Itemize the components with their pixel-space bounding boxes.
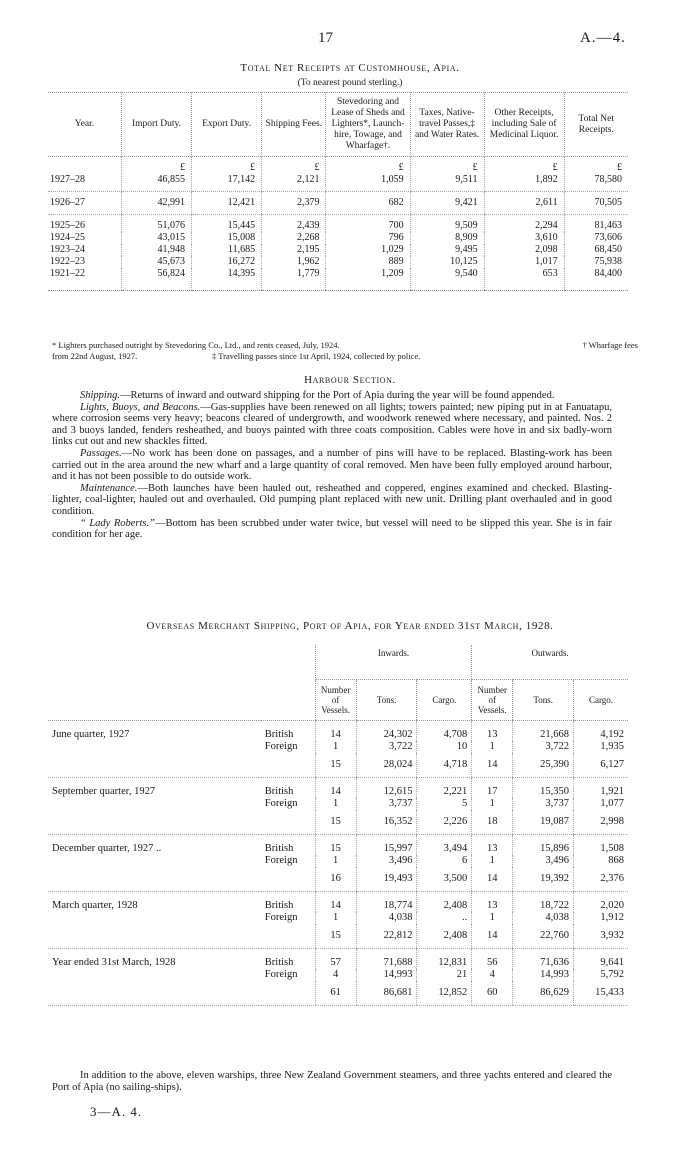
para-lady-roberts	[52, 518, 612, 541]
receipts-row	[48, 232, 628, 244]
shipping-cell: 19,493	[356, 867, 417, 892]
period-label: March quarter, 1928	[52, 900, 138, 911]
page-signature: 3—A. 4.	[90, 1104, 143, 1119]
shipping-cell: 3,722	[513, 741, 574, 753]
currency-cell: £	[484, 157, 564, 175]
shipping-header-row-2	[48, 680, 628, 721]
receipts-cell: 16,272	[192, 256, 262, 268]
shipping-cell: 4,038	[356, 912, 417, 924]
closing-text: In addition to the above, eleven warships, three New Zealand Government steamers, and three yachts entered and cleared the Port of Apia (no sailing-ships).	[52, 1070, 612, 1093]
shipping-cell: 14	[315, 778, 356, 799]
receipts-cell: 2,195	[262, 244, 326, 256]
shipping-cell: 16	[315, 867, 356, 892]
period-blank	[48, 981, 261, 1006]
receipts-cell: 42,991	[121, 192, 191, 215]
period-blank	[48, 969, 261, 981]
receipts-row	[48, 215, 628, 233]
shipping-cell: 18,722	[513, 892, 574, 913]
shipping-header-row-1	[48, 645, 628, 680]
shipping-row-foreign	[48, 855, 628, 867]
receipts-cell: 56,824	[121, 268, 191, 291]
receipts-cell: 78,580	[564, 174, 628, 192]
shipping-cell: 18	[472, 810, 513, 835]
shipping-cell: 1	[472, 855, 513, 867]
receipts-year: 1925–26	[50, 220, 85, 231]
nationality-blank	[261, 981, 315, 1006]
receipts-cell: 1,017	[484, 256, 564, 268]
shipping-cell: 15,896	[513, 835, 574, 856]
shipping-cell: 15	[315, 810, 356, 835]
receipts-cell: 2,294	[484, 215, 564, 233]
header-blank-2	[261, 645, 315, 680]
shipping-cell: 4	[472, 969, 513, 981]
receipts-year: 1924–25	[50, 232, 85, 243]
period-label: September quarter, 1927	[52, 786, 156, 797]
shipping-cell: 3,932	[574, 924, 628, 949]
col-other: Other Receipts, including Sale of Medicinal Liquor.	[484, 93, 564, 157]
period-blank	[48, 753, 261, 778]
nationality-label: Foreign	[264, 969, 298, 980]
receipts-cell: 700	[326, 215, 410, 233]
receipts-cell: 2,611	[484, 192, 564, 215]
receipts-year: 1927–28	[48, 174, 121, 192]
footnote-wharfage-cont: from 22nd August, 1927.	[52, 351, 138, 361]
receipts-cell: 9,540	[410, 268, 484, 291]
nationality-blank	[261, 867, 315, 892]
receipts-cell: 43,015	[121, 232, 191, 244]
shipping-cell: 15	[315, 753, 356, 778]
receipts-cell: 46,855	[121, 174, 191, 192]
shipping-row-british	[48, 721, 628, 742]
receipts-row	[48, 256, 628, 268]
shipping-cell: 3,494	[417, 835, 472, 856]
para-lights-text: —Gas-supplies have been renewed on all lights; towers painted; new piping put in at Fanuatapu, where corrosion seems very heavy; beacons cleared of undergrowth, and woodwork renewed where necessary, and painted. Nos. 2 and 3 buoys landed, fenders resheathed, and buoys painted with three coats composition. Cables were hove in and six badly-worn links cut out and new shackles fitted.	[52, 401, 612, 448]
currency-cell-blank	[48, 157, 121, 175]
receipts-year: 1922–23	[50, 256, 85, 267]
shipping-cell: 2,998	[574, 810, 628, 835]
receipts-cell: 10,125	[410, 256, 484, 268]
para-shipping	[52, 390, 612, 402]
col-in-cargo: Cargo.	[417, 680, 472, 721]
currency-cell: £	[121, 157, 191, 175]
shipping-cell: 22,760	[513, 924, 574, 949]
shipping-row-foreign	[48, 798, 628, 810]
currency-cell: £	[326, 157, 410, 175]
shipping-cell: 25,390	[513, 753, 574, 778]
para-passages	[52, 448, 612, 483]
shipping-cell: ..	[417, 912, 472, 924]
receipts-cell: 15,008	[192, 232, 262, 244]
receipts-cell: 9,509	[410, 215, 484, 233]
col-shipping: Shipping Fees.	[262, 93, 326, 157]
receipts-cell: 2,098	[484, 244, 564, 256]
col-export: Export Duty.	[192, 93, 262, 157]
shipping-cell: 3,737	[356, 798, 417, 810]
shipping-cell: 2,221	[417, 778, 472, 799]
shipping-cell: 15	[315, 924, 356, 949]
receipts-cell: 2,379	[262, 192, 326, 215]
receipts-cell: 1,779	[262, 268, 326, 291]
col-out-cargo: Cargo.	[574, 680, 628, 721]
shipping-cell: 15,997	[356, 835, 417, 856]
shipping-row-total	[48, 753, 628, 778]
shipping-cell: 15,350	[513, 778, 574, 799]
col-in-vessels: Number of Vessels.	[315, 680, 356, 721]
shipping-cell: 14,993	[513, 969, 574, 981]
nationality-label: Foreign	[264, 912, 298, 923]
col-import: Import Duty.	[121, 93, 191, 157]
shipping-cell: 16,352	[356, 810, 417, 835]
receipts-cell: 2,121	[262, 174, 326, 192]
header-outwards: Outwards.	[472, 645, 628, 680]
para-passages-head: Passages.	[80, 447, 122, 459]
receipts-cell: 68,450	[564, 244, 628, 256]
shipping-cell: 56	[472, 949, 513, 970]
shipping-cell: 6	[417, 855, 472, 867]
shipping-cell: 19,392	[513, 867, 574, 892]
receipts-cell: 41,948	[121, 244, 191, 256]
shipping-cell: 1,508	[574, 835, 628, 856]
receipts-year: 1921–22	[48, 268, 121, 291]
shipping-cell: 1	[315, 798, 356, 810]
para-maintenance-text: —Both launches have been hauled out, resheathed and coppered, engines examined and checked. Blasting-lighter, coal-lighter, hauled out and overhauled. Old pumping plant replaced with new unit. Drilling plant overhauled and in good condition.	[52, 482, 612, 517]
receipts-cell: 653	[484, 268, 564, 291]
shipping-cell: 14	[315, 892, 356, 913]
shipping-title: Overseas Merchant Shipping, Port of Apia, for Year ended 31st March, 1928.	[146, 620, 554, 632]
col-year: Year.	[74, 119, 95, 129]
shipping-cell: 19,087	[513, 810, 574, 835]
footnote-passes: ‡ Travelling passes since 1st April, 1924, collected by police.	[212, 351, 421, 361]
shipping-cell: 4	[315, 969, 356, 981]
period-blank	[48, 810, 261, 835]
receipts-cell: 1,209	[326, 268, 410, 291]
shipping-cell: 4,718	[417, 753, 472, 778]
para-lights-head: Lights, Buoys, and Beacons.	[80, 401, 201, 413]
para-passages-text: —No work has been done on passages, and a number of pins will have to be replaced. Blasting-work has been carried out in the area around the new wharf and a large quantity of coral removed. Men have been fully employed around harbour, and it has not been possible to do outside work.	[52, 447, 612, 483]
shipping-cell: 2,376	[574, 867, 628, 892]
shipping-cell: 22,812	[356, 924, 417, 949]
col-stevedoring: Stevedoring and Lease of Sheds and Lighters*, Launch-hire, Towage, and Wharfage†.	[326, 93, 410, 157]
receipts-cell: 73,606	[564, 232, 628, 244]
shipping-cell: 14	[315, 721, 356, 742]
shipping-cell: 1	[315, 741, 356, 753]
receipts-cell: 14,395	[192, 268, 262, 291]
col-out-vessels: Number of Vessels.	[472, 680, 513, 721]
closing-note	[52, 1070, 612, 1093]
receipts-cell: 15,445	[192, 215, 262, 233]
receipts-cell: 1,029	[326, 244, 410, 256]
shipping-cell: 21,668	[513, 721, 574, 742]
header-blank	[48, 645, 261, 680]
shipping-cell: 18,774	[356, 892, 417, 913]
receipts-year: 1923–24	[50, 244, 85, 255]
period-blank	[48, 798, 261, 810]
nationality-blank	[261, 924, 315, 949]
receipts-cell: 12,421	[192, 192, 262, 215]
col-taxes: Taxes, Native-travel Passes,‡ and Water Rates.	[410, 93, 484, 157]
shipping-cell: 12,831	[417, 949, 472, 970]
shipping-table	[48, 645, 628, 1006]
currency-cell: £	[410, 157, 484, 175]
col-total: Total Net Receipts.	[564, 93, 628, 157]
shipping-cell: 61	[315, 981, 356, 1006]
receipts-row	[48, 268, 628, 291]
col-in-tons: Tons.	[356, 680, 417, 721]
receipts-cell: 682	[326, 192, 410, 215]
receipts-cell: 9,511	[410, 174, 484, 192]
period-blank	[48, 741, 261, 753]
shipping-cell: 57	[315, 949, 356, 970]
receipts-cell: 2,268	[262, 232, 326, 244]
shipping-cell: 3,722	[356, 741, 417, 753]
currency-cell: £	[564, 157, 628, 175]
receipts-cell: 70,505	[564, 192, 628, 215]
receipts-cell: 9,495	[410, 244, 484, 256]
receipts-header-row	[48, 93, 628, 157]
receipts-cell: 889	[326, 256, 410, 268]
shipping-cell: 5,792	[574, 969, 628, 981]
shipping-cell: 4,038	[513, 912, 574, 924]
shipping-row-british	[48, 949, 628, 970]
shipping-cell: 60	[472, 981, 513, 1006]
receipts-cell: 45,673	[121, 256, 191, 268]
harbour-title: Harbour Section.	[304, 374, 396, 386]
shipping-cell: 28,024	[356, 753, 417, 778]
footnote-wharfage: † Wharfage fees	[582, 340, 638, 350]
shipping-cell: 24,302	[356, 721, 417, 742]
nationality-label: Foreign	[264, 798, 298, 809]
receipts-cell: 84,400	[564, 268, 628, 291]
shipping-cell: 86,629	[513, 981, 574, 1006]
shipping-cell: 13	[472, 892, 513, 913]
receipts-cell: 9,421	[410, 192, 484, 215]
shipping-cell: 4,192	[574, 721, 628, 742]
shipping-row-foreign	[48, 912, 628, 924]
shipping-cell: 14,993	[356, 969, 417, 981]
shipping-cell: 15	[315, 835, 356, 856]
harbour-section	[52, 390, 612, 541]
header-blank-4	[261, 680, 315, 721]
shipping-cell: 1	[472, 741, 513, 753]
shipping-row-british	[48, 892, 628, 913]
shipping-cell: 2,408	[417, 924, 472, 949]
receipts-row	[48, 244, 628, 256]
shipping-cell: 1,921	[574, 778, 628, 799]
receipts-row	[48, 192, 628, 215]
page-number: 17	[318, 30, 333, 46]
para-maintenance-head: Maintenance.	[80, 482, 138, 494]
shipping-cell: 21	[417, 969, 472, 981]
para-lady-roberts-head: “ Lady Roberts.”	[80, 517, 155, 529]
receipts-title: Total Net Receipts at Customhouse, Apia.	[240, 62, 460, 74]
para-maintenance	[52, 483, 612, 518]
shipping-row-british	[48, 835, 628, 856]
shipping-row-total	[48, 981, 628, 1006]
receipts-cell: 1,892	[484, 174, 564, 192]
shipping-cell: 12,615	[356, 778, 417, 799]
shipping-cell: 1	[315, 855, 356, 867]
shipping-row-total	[48, 810, 628, 835]
shipping-cell: 17	[472, 778, 513, 799]
shipping-cell: 13	[472, 835, 513, 856]
shipping-cell: 6,127	[574, 753, 628, 778]
para-shipping-text: —Returns of inward and outward shipping for the Port of Apia during the year will be found appended.	[119, 390, 555, 401]
nationality-label: British	[264, 729, 294, 740]
nationality-label: Foreign	[264, 741, 298, 752]
shipping-row-foreign	[48, 969, 628, 981]
header-inwards: Inwards.	[315, 645, 472, 680]
shipping-cell: 2,226	[417, 810, 472, 835]
shipping-cell: 71,636	[513, 949, 574, 970]
period-blank	[48, 867, 261, 892]
shipping-cell: 3,496	[356, 855, 417, 867]
period-blank	[48, 924, 261, 949]
receipts-cell: 8,909	[410, 232, 484, 244]
shipping-cell: 3,496	[513, 855, 574, 867]
shipping-cell: 3,500	[417, 867, 472, 892]
document-reference: A.—4.	[580, 30, 626, 46]
receipts-cell: 1,059	[326, 174, 410, 192]
shipping-row-total	[48, 867, 628, 892]
shipping-cell: 12,852	[417, 981, 472, 1006]
shipping-cell: 1,935	[574, 741, 628, 753]
shipping-cell: 71,688	[356, 949, 417, 970]
currency-cell: £	[192, 157, 262, 175]
shipping-cell: 4,708	[417, 721, 472, 742]
nationality-label: British	[264, 843, 294, 854]
para-shipping-head: Shipping.	[80, 390, 120, 401]
period-blank	[48, 912, 261, 924]
shipping-row-british	[48, 778, 628, 799]
nationality-label: British	[264, 900, 294, 911]
para-lady-roberts-text: —Bottom has been scrubbed under water twice, but vessel will need to be slipped this year. She is in fair condition for her age.	[52, 517, 612, 541]
nationality-blank	[261, 810, 315, 835]
shipping-cell: 5	[417, 798, 472, 810]
period-label: June quarter, 1927	[52, 729, 130, 740]
shipping-cell: 13	[472, 721, 513, 742]
shipping-row-foreign	[48, 741, 628, 753]
header-blank-3	[48, 680, 261, 721]
receipts-subtitle: (To nearest pound sterling.)	[297, 78, 403, 88]
receipts-cell: 11,685	[192, 244, 262, 256]
period-blank	[48, 855, 261, 867]
shipping-cell: 14	[472, 867, 513, 892]
receipts-cell: 75,938	[564, 256, 628, 268]
para-lights	[52, 402, 612, 448]
shipping-cell: 9,641	[574, 949, 628, 970]
shipping-cell: 14	[472, 924, 513, 949]
nationality-blank	[261, 753, 315, 778]
shipping-cell: 868	[574, 855, 628, 867]
shipping-cell: 1,077	[574, 798, 628, 810]
shipping-cell: 1,912	[574, 912, 628, 924]
nationality-label: British	[264, 957, 294, 968]
receipts-cell: 796	[326, 232, 410, 244]
nationality-label: British	[264, 786, 294, 797]
shipping-cell: 15,433	[574, 981, 628, 1006]
receipts-cell: 51,076	[121, 215, 191, 233]
receipts-cell: 17,142	[192, 174, 262, 192]
receipts-year: 1926–27	[48, 192, 121, 215]
shipping-cell: 14	[472, 753, 513, 778]
shipping-cell: 10	[417, 741, 472, 753]
shipping-cell: 1	[315, 912, 356, 924]
receipts-cell: 2,439	[262, 215, 326, 233]
receipts-cell: 81,463	[564, 215, 628, 233]
period-label: December quarter, 1927 ..	[52, 843, 162, 854]
currency-row	[48, 157, 628, 175]
shipping-row-total	[48, 924, 628, 949]
period-label: Year ended 31st March, 1928	[52, 957, 176, 968]
shipping-cell: 3,737	[513, 798, 574, 810]
shipping-cell: 2,408	[417, 892, 472, 913]
shipping-cell: 1	[472, 798, 513, 810]
receipts-cell: 3,610	[484, 232, 564, 244]
footnote-lighters: * Lighters purchased outright by Stevedoring Co., Ltd., and rents ceased, July, 1924.	[52, 340, 340, 350]
shipping-cell: 1	[472, 912, 513, 924]
shipping-cell: 2,020	[574, 892, 628, 913]
receipts-table	[48, 92, 628, 291]
receipts-row	[48, 174, 628, 192]
nationality-label: Foreign	[264, 855, 298, 866]
receipts-cell: 1,962	[262, 256, 326, 268]
shipping-cell: 86,681	[356, 981, 417, 1006]
col-out-tons: Tons.	[513, 680, 574, 721]
currency-cell: £	[262, 157, 326, 175]
